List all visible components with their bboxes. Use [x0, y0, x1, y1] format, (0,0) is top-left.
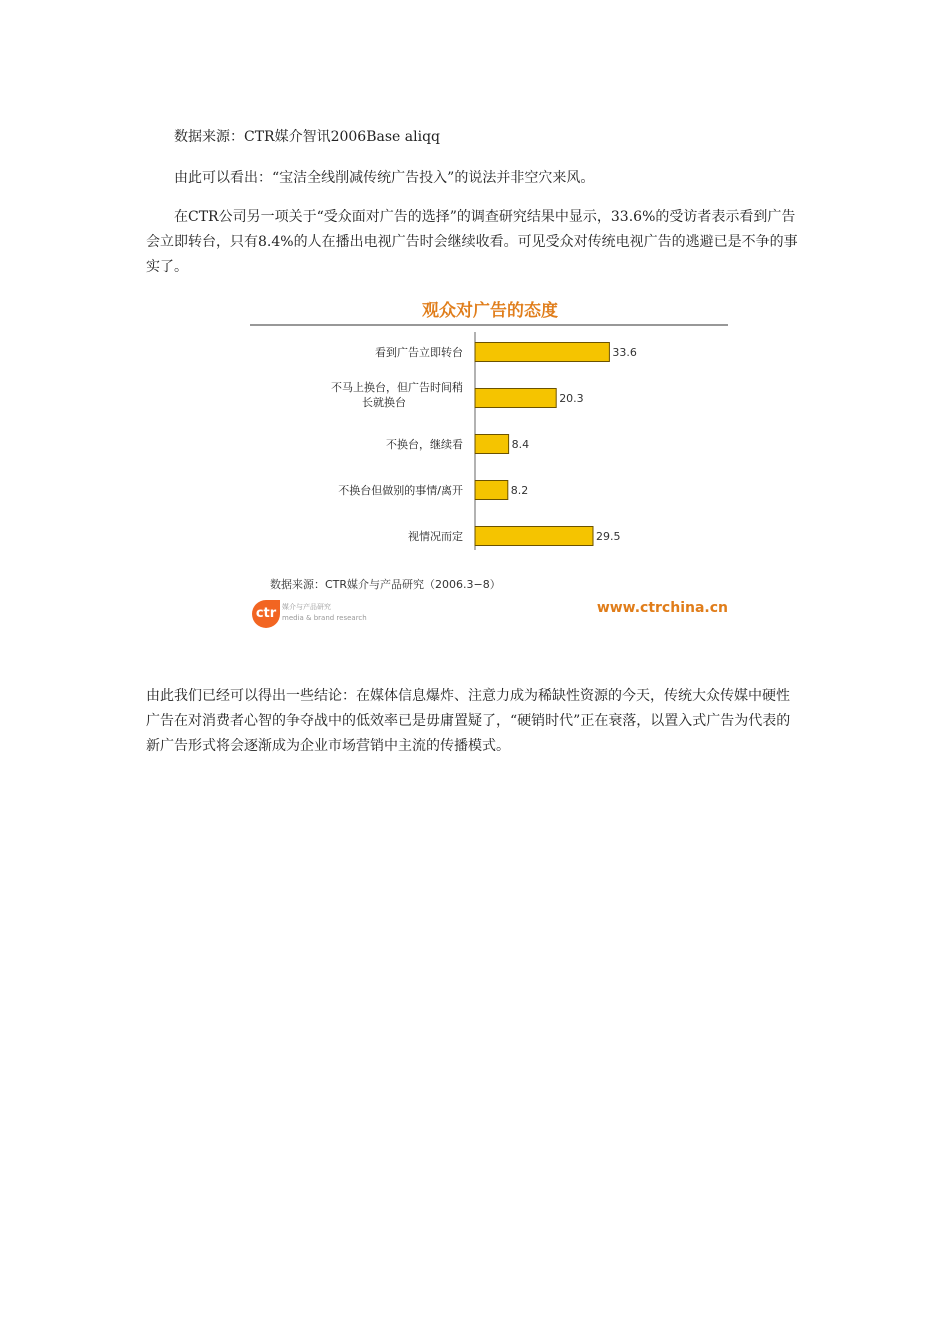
bar-value-label: 33.6 — [612, 346, 637, 359]
survey-paragraph: 在CTR公司另一项关于“受众面对广告的选择”的调查研究结果中显示，33.6%的受访者表示看到广告会立即转台，只有8.4%的人在播出电视广告时会继续收看。可见受众对传统电视广告的逃避已是不争的事实了。 — [146, 209, 798, 275]
bar-2 — [475, 389, 556, 408]
survey-figure — [250, 292, 730, 632]
ctr-logo-en: media & brand research — [282, 614, 367, 622]
ctr-website-link[interactable]: www.ctrchina.cn — [596, 600, 728, 616]
ctr-logo — [252, 600, 392, 630]
bar-4 — [475, 481, 508, 500]
bar-value-label: 8.4 — [511, 438, 530, 451]
ctr-logo-cn: 媒介与产品研究 — [282, 603, 331, 611]
category-label: 不换台但做别的事情/离开 — [338, 484, 463, 497]
category-label: 视情况而定 — [408, 530, 463, 543]
bar-value-label: 8.2 — [510, 484, 529, 497]
chart-title: 观众对广告的态度 — [422, 301, 558, 321]
bar-value-label: 29.5 — [596, 530, 621, 543]
category-label: 长就换台 — [362, 396, 406, 409]
bar-3 — [475, 435, 509, 454]
ctr-logo-mark: ctr — [252, 600, 280, 628]
source-note: 数据来源：CTR媒介智讯2006Base aliqq — [174, 129, 440, 145]
chart-source: 数据来源：CTR媒介与产品研究（2006.3−8） — [270, 578, 501, 591]
category-label: 不换台，继续看 — [386, 438, 463, 451]
bar-value-label: 20.3 — [559, 392, 584, 405]
bar-1 — [475, 343, 609, 362]
conclusion-paragraph: 由此可以看出：“宝洁全线削减传统广告投入”的说法并非空穴来风。 — [174, 170, 595, 186]
attitude-bar-chart — [250, 292, 730, 592]
summary-paragraph: 由此我们已经可以得出一些结论：在媒体信息爆炸、注意力成为稀缺性资源的今天，传统大众传媒中硬性广告在对消费者心智的争夺战中的低效率已是毋庸置疑了，“硬销时代”正在衰落，以置入式广告为代表的新广告形式将会逐渐成为企业市场营销中主流的传播模式。 — [146, 688, 791, 754]
category-label: 看到广告立即转台 — [375, 346, 463, 359]
bar-5 — [475, 527, 593, 546]
category-label: 不马上换台，但广告时间稍 — [331, 381, 463, 394]
